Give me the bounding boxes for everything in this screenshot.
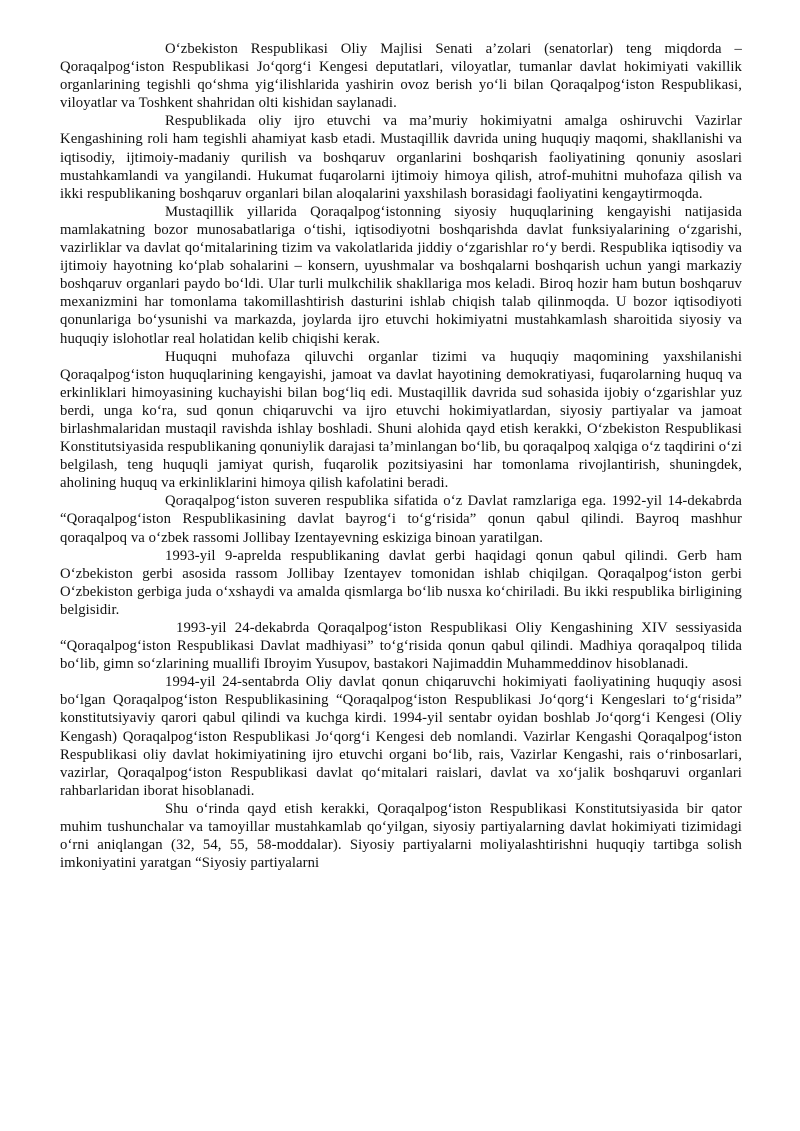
paragraph-jokargi-kenges: 1994-yil 24-sentabrda Oliy davlat qonun chiqaruvchi hokimiyati faoliyatining huquqiy asosi bo‘lgan Qoraqalpog‘iston Respublikasining “Qoraqalpog‘iston Respublikasi Jo‘qorg‘i Kengeslari to‘g‘risida” konstitutsiyaviy qarori qabul qilindi va kuchga kirdi. 1994-yil sentabr oyidan boshlab Jo‘qorg‘i Kengesi (Oliy Kengash) Qoraqalpog‘iston Respublikasi Jo‘qorg‘i Kengesi deb nomlandi. Vazirlar Kengashi Qoraqalpog‘iston Respublikasi oliy davlat hokimiyatining ijro etuvchi organi bo‘lib, rais, Vazirlar Kengashi, rais o‘rinbosarlari, vazirlar, Qoraqalpog‘iston Respublikasi davlat qo‘mitalari raislari, davlat va xo‘jalik boshqaruvi organlari rahbarlaridan iborat hisoblanadi.: [60, 674, 742, 799]
paragraph-independence-years: Mustaqillik yillarida Qoraqalpog‘istonning siyosiy huquqlarining kengayishi natijasida mamlakatning bozor munosabatlariga o‘tishi, iqtisodiyotni boshqarishda davlat funksiyalarining o‘zgarishi, vazirliklar va davlat qo‘mitalarining tizim va vakolatlarida jiddiy o‘zgarishlar ro‘y berdi. Respublika iqtisodiy va ijtimoiy hayotning ko‘plab sohalarini – konsern, uyushmalar va boshqalarni boshqarish uchun yangi markaziy boshqaruv organlari paydo bo‘ldi. Ular turli mulkchilik shakllariga mos keladi. Biroq hozir ham butun boshqaruv mexanizmini har tomonlama takomillashtirish dasturini ishlab chiqish talab qilinmoqda. U bozor iqtisodiyoti qonunlariga bo‘ysunishi va markazda, joylarda ijro etuvchi hokimiyatni mustahkamlash sharoitida siyosiy va huquqiy islohotlar real holatidan kelib chiqishi kerak.: [60, 203, 742, 347]
paragraph-state-anthem: 1993-yil 24-dekabrda Qoraqalpog‘iston Respublikasi Oliy Kengashining XIV sessiyasida “Qoraqalpog‘iston Respublikasi Davlat madhiyasi” to‘g‘risida qonun qabul qilindi. Madhiya qoraqalpoq tilida bo‘lib, gimn so‘zlarining muallifi Ibroyim Yusupov, bastakori Najimaddin Muhammeddinov hisoblanadi.: [60, 620, 742, 673]
paragraph-state-flag: Qoraqalpog‘iston suveren respublika sifatida o‘z Davlat ramzlariga ega. 1992-yil 14-dekabrda “Qoraqalpog‘iston Respublikasining davlat bayrog‘i to‘g‘risida” qonun qabul qilindi. Bayroq mashhur qoraqalpoq va o‘zbek rassomi Jollibay Izentayevning eskiziga binoan yaratilgan.: [60, 493, 742, 546]
document-page: [60, 40, 742, 872]
paragraph-senate: O‘zbekiston Respublikasi Oliy Majlisi Senati a’zolari (senatorlar) teng miqdorda – Qoraqalpog‘iston Respublikasi Jo‘qorg‘i Kengesi deputatlari, viloyatlar, tumanlar davlat hokimiyati vakillik organlarining tegishli qo‘shma yig‘ilishlarida yashirin ovoz berish yo‘li bilan Qoraqalpog‘iston Respublikasi, viloyatlar va Toshkent shahridan olti kishidan saylanadi.: [60, 41, 742, 112]
paragraph-council-of-ministers: Respublikada oliy ijro etuvchi va ma’muriy hokimiyatni amalga oshiruvchi Vazirlar Kengashining roli ham tegishli ahamiyat kasb etadi. Mustaqillik davrida uning huquqiy maqomi, shakllanishi va iqtisodiy, ijtimoiy-madaniy qurilish va boshqaruv organlarini boshqarish faoliyatining qonuniy asoslari mustahkamlandi va yangilandi. Hukumat fuqarolarni ijtimoiy himoya qilish, atrof-muhitni muhofaza qilish va ikki respublikaning boshqaruv organlari bilan aloqalarini yaxshilash borasidagi faoliyatini kengaytirmoqda.: [60, 113, 742, 202]
paragraph-political-parties: Shu o‘rinda qayd etish kerakki, Qoraqalpog‘iston Respublikasi Konstitutsiyasida bir qator muhim tushunchalar va tamoyillar mustahkamlab qo‘yilgan, siyosiy partiyalarning davlat hokimiyati tizimidagi o‘rni aniqlangan (32, 54, 55, 58-moddalar). Siyosiy partiyalarni moliyalashtirishni huquqiy tartibga solish imkoniyatini yaratgan “Siyosiy partiyalarni: [60, 800, 742, 872]
paragraph-state-emblem: 1993-yil 9-aprelda respublikaning davlat gerbi haqidagi qonun qabul qilindi. Gerb ham O‘zbekiston gerbi asosida rassom Jollibay Izentayev tomonidan ishlab chiqilgan. Qoraqalpog‘iston gerbi O‘zbekiston gerbiga juda o‘xshaydi va amalda qismlarga bo‘lib nusxa ko‘chiriladi. Bu ikki respublika birligining belgisidir.: [60, 547, 742, 618]
paragraph-law-enforcement: Huquqni muhofaza qiluvchi organlar tizimi va huquqiy maqomining yaxshilanishi Qoraqalpog‘iston huquqlarining kengayishi, jamoat va davlat hayotining demokratiyasi, fuqarolarning huquq va erkinliklari himoyasining kuchayishi bilan bog‘liq edi. Mustaqillik davrida sud sohasida ijobiy o‘zgarishlar yuz berdi, unga ko‘ra, sud qonun chiqaruvchi va ijro etuvchi hokimiyatlardan, siyosiy partiyalar va jamoat birlashmalaridan mustaqil ravishda ishlay boshladi. Shuni alohida qayd etish kerakki, O‘zbekiston Respublikasi Konstitutsiyasida respublikaning qonuniylik darajasi ta’minlangan bo‘lib, bu qoraqalpoq xalqiga o‘z taqdirini o‘zi belgilash, teng huquqli jamiyat qurish, fuqarolik pozitsiyasini har tomonlama rivojlantirish, shuningdek, aholining huquq va erkinliklarini himoya qilish kafolatini beradi.: [60, 348, 742, 492]
